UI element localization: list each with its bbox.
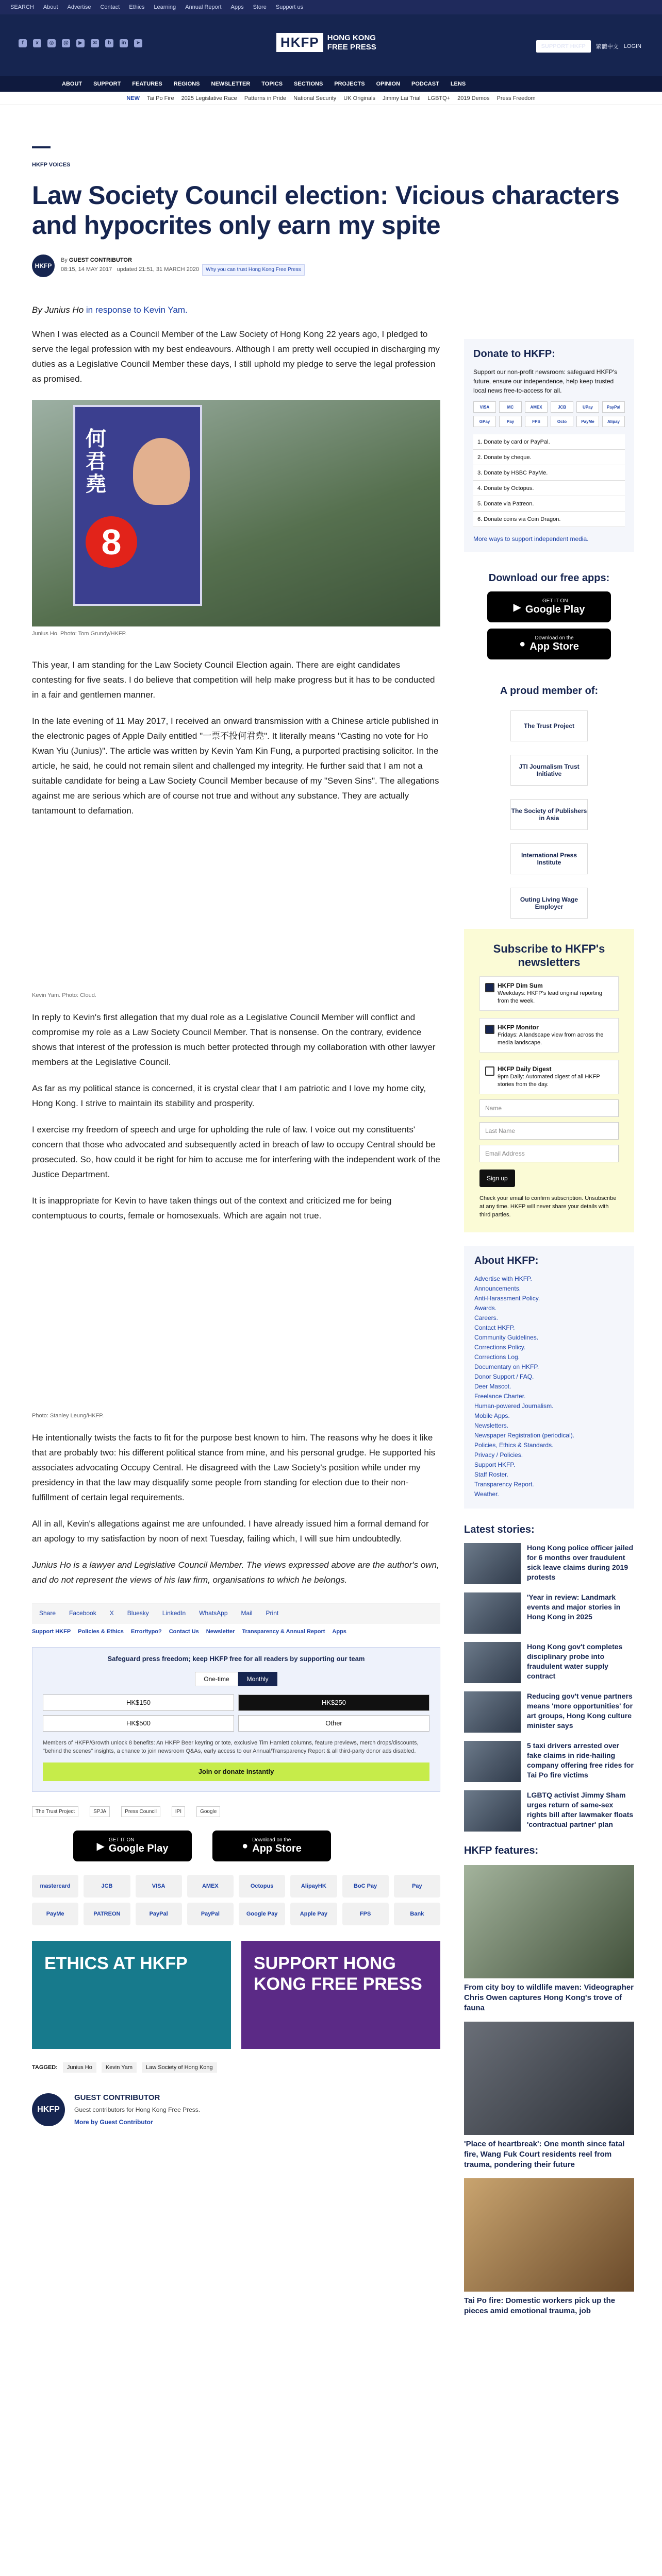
updated-date: updated 21:51, 31 MARCH 2020 [117, 266, 200, 273]
about-title: About HKFP: [474, 1255, 539, 1266]
author-bio: Junius Ho is a lawyer and Legislative Council Member. The views expressed above are the author's own, and do not represent the views of his law firm, organisations to which he belongs. [32, 1560, 439, 1585]
story-title[interactable]: 5 taxi drivers arrested over fake claims in ride-hailing company offering free rides for Tai Po fire victims [527, 1741, 634, 1779]
paragraph: He intentionally twists the facts to fit for the purpose best known to him. The reasons why he does it like that are probably two: his different political stance from mine, and his personal grudge. He supported his associates advocating Occupy Central. He disagreed with the Law Society's position while under my presidency in that the law may disqualify some people from standing for election due to their non-fulfillment of certain legal requirements. [32, 1433, 436, 1502]
logo-mark: HKFP [276, 33, 323, 52]
card-logo: Alipay [602, 416, 625, 427]
nl-title: HKFP Dim Sum [498, 982, 543, 989]
newsletter-title: Subscribe to HKFP's newsletters [493, 942, 605, 969]
topbar-link[interactable]: Ethics [129, 4, 145, 10]
app-store-button[interactable] [212, 1831, 331, 1861]
newsletter-option[interactable] [479, 976, 619, 1011]
nl-title: HKFP Monitor [498, 1024, 539, 1031]
about-link[interactable]: Anti-Harassment Policy. [474, 1295, 540, 1302]
tag[interactable]: Junius Ho [63, 2062, 96, 2073]
article-header [0, 146, 662, 277]
payment-logo: VISA [136, 1875, 182, 1897]
trending-item[interactable]: Patterns in Pride [244, 95, 287, 101]
paragraph: As far as my political stance is concerned, it is crystal clear that I am patriotic and I love my home city, Hong Kong. I strive to maintain its stability and prosperity. [32, 1083, 426, 1108]
nl-desc: 9pm Daily: Automated digest of all HKFP stories from the day. [498, 1074, 600, 1088]
trending-item[interactable]: Jimmy Lai Trial [383, 95, 421, 101]
card-logo: FPS [525, 416, 548, 427]
card-logo: MC [499, 401, 522, 413]
gp-label: Google Play [525, 604, 585, 615]
features-widget [464, 1845, 634, 2316]
nav-item[interactable]: REGIONS [173, 81, 200, 87]
footer-link[interactable]: Policies & Ethics [78, 1629, 124, 1635]
story-thumb [464, 1642, 521, 1683]
about-link[interactable]: Freelance Charter. [474, 1393, 526, 1400]
share-linkedin[interactable]: LinkedIn [162, 1609, 186, 1617]
more-by-link[interactable]: More by Guest Contributor [74, 2119, 153, 2126]
about-link[interactable]: Human-powered Journalism. [474, 1402, 554, 1410]
support-note: Members of HKFP/Growth unlock 8 benefits: An HKFP Beer keyring or tote, exclusive Tim Hamlett columns, feature previews, merch drops/discounts, "behind the scenes" insights, a chance to join newsroom Q&As, early access to our Annual/Transparency Report & all third-party donor ads disabled. [43, 1740, 419, 1754]
card-logo: JCB [551, 401, 573, 413]
newsletter-option[interactable] [479, 1018, 619, 1053]
paragraph: In reply to Kevin's first allegation that my dual role as a Legislative Council Member will conflict and compromise my role as a Law Society Council Member. That is nonsense. On the contrary, evidence shows that interest of the profession is much better protected through my collaboration with other lawyer members at the Legislative Council. [32, 1012, 436, 1067]
photo-kevin-yam [32, 818, 440, 988]
article-title: Law Society Council election: Vicious characters and hypocrites only earn my spite [32, 181, 620, 240]
kicker-rule [32, 146, 51, 148]
about-link[interactable]: Documentary on HKFP. [474, 1363, 539, 1370]
story-item[interactable] [464, 1642, 634, 1683]
google-play-button[interactable] [487, 591, 611, 622]
apple-icon: ● [242, 1840, 249, 1852]
about-link[interactable]: Community Guidelines. [474, 1334, 539, 1341]
sidebar [464, 277, 634, 2316]
newsletter-widget [464, 929, 634, 1232]
campaign-poster [73, 405, 202, 606]
caption: Kevin Yam. Photo: Cloud. [32, 992, 96, 998]
promo-banners [32, 1941, 440, 2049]
story-item[interactable] [464, 1691, 634, 1733]
response-link[interactable]: in response to Kevin Yam. [86, 305, 188, 315]
member-logos [32, 1806, 440, 1817]
google-play-button[interactable] [73, 1831, 192, 1861]
caption: Photo: Stanley Leung/HKFP. [32, 1413, 104, 1419]
share-x[interactable]: X [109, 1609, 114, 1617]
card-logo: PayMe [576, 416, 599, 427]
amount-grid [43, 1694, 429, 1732]
share-label: Share [39, 1609, 56, 1617]
story-item[interactable] [464, 1543, 634, 1584]
mail-icon[interactable]: ✉ [91, 39, 99, 47]
nl-desc: Fridays: A landscape view from across the media landscape. [498, 1032, 604, 1046]
trending-item[interactable]: National Security [293, 95, 337, 101]
logo-line-2: FREE PRESS [327, 42, 376, 52]
story-item[interactable] [464, 1592, 634, 1634]
footer-links [32, 1629, 440, 1635]
story-thumb [464, 1592, 521, 1634]
trending-item[interactable]: UK Originals [343, 95, 376, 101]
feature-title[interactable]: 'Place of heartbreak': One month since fatal fire, Wang Fuk Court residents reel from trauma, pondering their future [464, 2140, 625, 2169]
topbar-link[interactable]: Advertise [67, 4, 91, 10]
paragraph: All in all, Kevin's allegations against me are unfounded. I have already issued him a formal demand for an apology to my satisfaction by noon of next Tuesday, failing which, I will sue him undoubtedly. [32, 1519, 429, 1544]
about-list [474, 1274, 624, 1499]
card-logos [473, 401, 625, 427]
payment-logo: mastercard [32, 1875, 78, 1897]
poster-face [133, 438, 190, 505]
apps-title: Download our free apps: [488, 572, 610, 584]
donate-widget [464, 339, 634, 552]
about-link[interactable]: Newspaper Registration (periodical). [474, 1432, 575, 1439]
play-icon: ▶ [513, 601, 521, 613]
about-link[interactable]: Mobile Apps. [474, 1412, 510, 1419]
topbar-link[interactable]: Store [253, 4, 267, 10]
site-header [0, 14, 662, 76]
bluesky-icon[interactable]: b [105, 39, 113, 47]
card-logo: UPay [576, 401, 599, 413]
nl-desc: Weekdays: HKFP's lead original reporting from the week. [498, 990, 603, 1004]
member-logo: Press Council [121, 1806, 160, 1817]
footer-link[interactable]: Error/typo? [130, 1629, 162, 1635]
member-logo: Google [196, 1806, 220, 1817]
latest-stories [464, 1524, 634, 1832]
about-link[interactable]: Weather. [474, 1490, 499, 1498]
payment-logo: AMEX [187, 1875, 234, 1897]
donate-option[interactable]: 3. Donate by HSBC PayMe. [473, 465, 625, 481]
org-logo[interactable]: JTI Journalism Trust Initiative [510, 755, 588, 786]
org-logo[interactable]: International Press Institute [510, 843, 588, 874]
last-name-input[interactable]: Last Name [479, 1122, 619, 1140]
more-ways-text[interactable]: More ways to support independent media. [473, 535, 589, 543]
donate-text: Support our non-profit newsroom: safeguard HKFP's future, ensure our independence, help keep trusted local news free-to-access for all. [473, 368, 618, 394]
story-thumb [464, 1691, 521, 1733]
byline-meta: By GUEST CONTRIBUTOR 08:15, 14 MAY 2017 updated 21:51, 31 MARCH 2020 Why you can trust Hong Kong Free Press [61, 256, 305, 276]
join-button[interactable]: Join or donate instantly [43, 1762, 429, 1781]
paragraph: When I was elected as a Council Member of the Law Society of Hong Kong 22 years ago, I pledged to serve the legal profession with my best endeavours. Although I am pretty well occupied in discharging my duties as a Legislative Council Member these days, I still uphold my pledge to serve the legal profession as promised. [32, 329, 440, 384]
language-link[interactable]: 繁體中文 [595, 44, 619, 50]
threads-icon[interactable]: @ [62, 39, 70, 47]
nav-item[interactable]: LENS [450, 81, 466, 87]
payment-logo: AlipayHK [290, 1875, 337, 1897]
latest-title: Latest stories: [464, 1524, 535, 1535]
card-logo: GPay [473, 416, 496, 427]
proud-title: A proud member of: [500, 685, 599, 697]
app-store-button[interactable] [487, 629, 611, 659]
app-buttons [32, 1831, 440, 1861]
donate-option[interactable]: 4. Donate by Octopus. [473, 481, 625, 496]
social-icons [19, 39, 142, 47]
as-label: App Store [529, 641, 579, 652]
share-whatsapp[interactable]: WhatsApp [199, 1609, 228, 1617]
share-facebook[interactable]: Facebook [69, 1609, 96, 1617]
story-title[interactable]: Reducing gov't venue partners means 'more opportunities' for art groups, Hong Kong culture minister says [527, 1692, 633, 1730]
donate-option[interactable]: 5. Donate via Patreon. [473, 496, 625, 512]
donate-options [473, 434, 625, 527]
contributor-name[interactable]: GUEST CONTRIBUTOR [69, 257, 132, 263]
paragraph: It is inappropriate for Kevin to have taken things out of the context and criticized me for being contemptuous to courts, female or homosexuals. Which are again not true. [32, 1196, 392, 1221]
amount-option[interactable]: HK$150 [43, 1694, 234, 1711]
trending-item[interactable]: Press Freedom [496, 95, 536, 101]
trust-badge[interactable]: Why you can trust Hong Kong Free Press [202, 264, 305, 276]
amount-option[interactable]: Other [238, 1715, 429, 1732]
avatar: HKFP [32, 255, 55, 277]
site-logo[interactable] [276, 33, 376, 52]
footer-link[interactable]: Transparency & Annual Report [242, 1629, 325, 1635]
about-link[interactable]: Announcements. [474, 1285, 521, 1292]
tags-label: TAGGED: [32, 2064, 58, 2071]
about-link[interactable]: Awards. [474, 1304, 497, 1312]
frequency-toggle [43, 1672, 429, 1686]
footer-link[interactable]: Newsletter [206, 1629, 235, 1635]
about-link[interactable]: Transparency Report. [474, 1481, 534, 1488]
photo-junius-ho [32, 400, 440, 626]
newsletter-option[interactable] [479, 1060, 619, 1094]
paragraph: In the late evening of 11 May 2017, I received an onward transmission with a Chinese article published in the electronic pages of Apple Daily entitled "一票不投何君堯". It literally means "Casting no vote for Ho Kwan Yiu (Junius)". The article was written by Kevin Yam Kin Fung, a purported practising solicitor. In the article, he said, he could not remain silent and challenged my integrity. He further said that I am not a suitable candidate for being a Law Society Council Member because of my "Seven Sins". The allegations against me are serious which are of course not true and without any substance. They are actually tantamount to defamation. [32, 716, 439, 816]
nl-title: HKFP Daily Digest [498, 1065, 552, 1073]
story-title[interactable]: 'Year in review: Landmark events and major stories in Hong Kong in 2025 [527, 1593, 621, 1621]
youtube-icon[interactable]: ▶ [76, 39, 85, 47]
topbar-link[interactable]: Learning [154, 4, 176, 10]
card-logo: Pay [499, 416, 522, 427]
member-logo: IPI [172, 1806, 185, 1817]
payment-logo: Octopus [239, 1875, 285, 1897]
tag[interactable]: Law Society of Hong Kong [142, 2062, 217, 2073]
payment-logo: Apple Pay [290, 1903, 337, 1925]
share-bluesky[interactable]: Bluesky [127, 1609, 149, 1617]
story-title[interactable]: Hong Kong police officer jailed for 6 months over fraudulent sick leave claims during 2019 protests [527, 1544, 634, 1581]
about-link[interactable]: Advertise with HKFP. [474, 1275, 532, 1282]
gp-small: GET IT ON [108, 1837, 135, 1843]
donate-option[interactable]: 6. Donate coins via Coin Dragon. [473, 512, 625, 527]
payment-logo: PayMe [32, 1903, 78, 1925]
story-thumb [464, 1741, 521, 1782]
feature-title[interactable]: From city boy to wildlife maven: Videographer Chris Owen captures Hong Kong's trove of fauna [464, 1983, 634, 2012]
trending-label: NEW [126, 95, 140, 101]
contributor-box [32, 2093, 440, 2126]
more-ways-link[interactable] [473, 535, 625, 543]
nav-item[interactable]: OPINION [376, 81, 401, 87]
share-print[interactable]: Print [266, 1609, 279, 1617]
download-apps [464, 572, 634, 659]
instagram-icon[interactable]: ◎ [47, 39, 56, 47]
card-logo: Octo [551, 416, 573, 427]
support-heading: Safeguard press freedom; keep HKFP free for all readers by supporting our team [107, 1655, 365, 1663]
story-item[interactable] [464, 1790, 634, 1832]
card-logo: VISA [473, 401, 496, 413]
about-link[interactable]: Privacy / Policies. [474, 1451, 523, 1459]
poster-number: 8 [86, 516, 137, 568]
main-nav [0, 76, 662, 92]
support-banner[interactable]: SUPPORT HONG KONG FREE PRESS [241, 1941, 440, 2049]
card-logo: PayPal [602, 401, 625, 413]
contributor-desc: Guest contributors for Hong Kong Free Press. [74, 2106, 201, 2113]
donate-option[interactable]: 1. Donate by card or PayPal. [473, 434, 625, 450]
footer-link[interactable]: Apps [332, 1629, 346, 1635]
about-link[interactable]: Deer Mascot. [474, 1383, 511, 1390]
features-title: HKFP features: [464, 1845, 539, 1856]
donate-title: Donate to HKFP: [473, 348, 555, 360]
amount-option-selected[interactable]: HK$250 [238, 1694, 429, 1711]
nav-item[interactable]: PROJECTS [334, 81, 365, 87]
gp-label: Google Play [108, 1843, 169, 1854]
content-wrap [0, 146, 662, 2576]
payment-logos [32, 1875, 440, 1925]
payment-logo: PATREON [84, 1903, 130, 1925]
author-line [32, 305, 440, 315]
tags-row [32, 2062, 440, 2073]
gp-small: GET IT ON [542, 598, 568, 604]
donate-option[interactable]: 2. Donate by cheque. [473, 450, 625, 465]
as-small: Download on the [252, 1837, 291, 1843]
login-link[interactable]: LOGIN [623, 43, 641, 49]
story-title[interactable]: LGBTQ activist Jimmy Sham urges return of same-sex rights bill after lawmaker floats 'contractual partner' plan [527, 1791, 634, 1828]
card-logo: AMEX [525, 401, 548, 413]
article-kicker[interactable]: HKFP VOICES [32, 162, 71, 168]
topbar-link[interactable]: Contact [100, 4, 120, 10]
payment-logo: JCB [84, 1875, 130, 1897]
about-link[interactable]: Donor Support / FAQ. [474, 1373, 534, 1380]
about-link[interactable]: Staff Roster. [474, 1471, 508, 1478]
as-small: Download on the [535, 635, 574, 641]
freq-one-time[interactable]: One-time [195, 1672, 238, 1686]
org-list [464, 710, 634, 919]
footer-link[interactable]: Contact Us [169, 1629, 199, 1635]
about-link[interactable]: Policies, Ethics & Standards. [474, 1442, 554, 1449]
telegram-icon[interactable]: ➤ [134, 39, 142, 47]
org-logo[interactable]: The Trust Project [510, 710, 588, 741]
author-name: By Junius Ho [32, 305, 84, 315]
linkedin-icon[interactable]: in [120, 39, 128, 47]
org-logo[interactable]: Outing Living Wage Employer [510, 888, 588, 919]
nav-item[interactable]: PODCAST [411, 81, 439, 87]
feature-thumb[interactable] [464, 2178, 634, 2292]
nav-item[interactable]: ABOUT [62, 81, 82, 87]
freq-monthly[interactable]: Monthly [238, 1672, 277, 1686]
topbar-link[interactable]: Apps [230, 4, 244, 10]
nav-item[interactable]: TOPICS [261, 81, 283, 87]
payment-logo: PayPal [136, 1903, 182, 1925]
about-link[interactable]: Corrections Policy. [474, 1344, 526, 1351]
logo-line-1: HONG KONG [327, 33, 376, 42]
poster-text: 何君堯 [86, 427, 106, 496]
footer-link[interactable]: Support HKFP [32, 1629, 71, 1635]
about-link[interactable]: Corrections Log. [474, 1353, 520, 1361]
trending-item[interactable]: 2025 Legislative Race [181, 95, 237, 101]
support-box [32, 1647, 440, 1792]
about-link[interactable]: Contact HKFP. [474, 1324, 515, 1331]
email-input[interactable]: Email Address [479, 1145, 619, 1162]
share-bar [32, 1603, 440, 1623]
trending-item[interactable]: LGBTQ+ [427, 95, 451, 101]
ethics-banner[interactable]: ETHICS AT HKFP [32, 1941, 231, 2049]
payment-logo: Google Pay [239, 1903, 285, 1925]
trending-item[interactable]: Tai Po Fire [146, 95, 174, 101]
about-link[interactable]: Support HKFP. [474, 1461, 516, 1468]
facebook-icon[interactable]: f [19, 39, 27, 47]
newsletter-note: Check your email to confirm subscription. Unsubscribe at any time. HKFP will never share your details with third parties. [479, 1195, 617, 1218]
article-body [32, 277, 440, 2126]
amount-option[interactable]: HK$500 [43, 1715, 234, 1732]
publish-date: 08:15, 14 MAY 2017 [61, 266, 112, 273]
topbar-link[interactable]: Support us [275, 4, 304, 10]
member-logo: The Trust Project [32, 1806, 78, 1817]
apple-icon: ● [519, 638, 526, 650]
paragraph: I exercise my freedom of speech and urge for upholding the rule of law. I voice out my constituents' concern that those who advocated and subsequently acted in breach of law to occupy Central should be prosecuted. So, how could it be right for him to accuse me for interfering with the independent work of the Justice Department. [32, 1125, 440, 1179]
about-link[interactable]: Careers. [474, 1314, 499, 1321]
topbar-link[interactable]: SEARCH [10, 4, 34, 10]
signup-button[interactable]: Sign up [479, 1170, 515, 1187]
byline [32, 255, 662, 277]
tag[interactable]: Kevin Yam [102, 2062, 137, 2073]
paragraph: This year, I am standing for the Law Society Council Election again. There are eight candidates contesting for five seats. I do believe that competition will help make progress but it has to be conducted in a fair and gentlemen manner. [32, 660, 435, 700]
columns [0, 277, 662, 2576]
payment-logo: PayPal [187, 1903, 234, 1925]
contributor-avatar: HKFP [32, 2093, 65, 2126]
payment-logo: Bank [394, 1903, 440, 1925]
play-icon: ▶ [96, 1840, 105, 1852]
topbar-link[interactable]: Annual Report [185, 4, 222, 10]
feature-thumb[interactable] [464, 1865, 634, 1978]
payment-logo: BoC Pay [342, 1875, 389, 1897]
top-utility-bar [0, 0, 662, 14]
photo-stanley-leung [32, 1223, 440, 1409]
nav-item[interactable]: NEWSLETTER [211, 81, 251, 87]
nav-item[interactable]: SECTIONS [294, 81, 323, 87]
support-button[interactable]: SUPPORT HKFP [536, 40, 591, 53]
as-label: App Store [252, 1843, 302, 1854]
contributor-box-name[interactable]: GUEST CONTRIBUTOR [74, 2093, 160, 2102]
payment-logo: Pay [394, 1875, 440, 1897]
topbar-link[interactable]: About [43, 4, 58, 10]
caption: Junius Ho. Photo: Tom Grundy/HKFP. [32, 631, 127, 637]
feature-thumb[interactable] [464, 2022, 634, 2135]
proud-member [464, 685, 634, 919]
nav-item[interactable]: FEATURES [132, 81, 162, 87]
story-item[interactable] [464, 1741, 634, 1782]
payment-logo: FPS [342, 1903, 389, 1925]
about-widget [464, 1246, 634, 1509]
nav-item[interactable]: SUPPORT [93, 81, 121, 87]
story-thumb [464, 1543, 521, 1584]
trending-item[interactable]: 2019 Demos [457, 95, 490, 101]
header-actions [536, 40, 641, 53]
feature-title[interactable]: Tai Po fire: Domestic workers pick up the pieces amid emotional trauma, job [464, 2296, 616, 2315]
org-logo[interactable]: The Society of Publishers in Asia [510, 799, 588, 830]
about-link[interactable]: Newsletters. [474, 1422, 509, 1429]
story-thumb [464, 1790, 521, 1832]
trending-bar [0, 92, 662, 105]
story-title[interactable]: Hong Kong gov't completes disciplinary probe into fraudulent water supply contract [527, 1642, 623, 1680]
share-mail[interactable]: Mail [241, 1609, 253, 1617]
x-icon[interactable]: x [33, 39, 41, 47]
name-input[interactable]: Name [479, 1099, 619, 1117]
member-logo: SPJA [90, 1806, 110, 1817]
logo-text [327, 33, 376, 52]
